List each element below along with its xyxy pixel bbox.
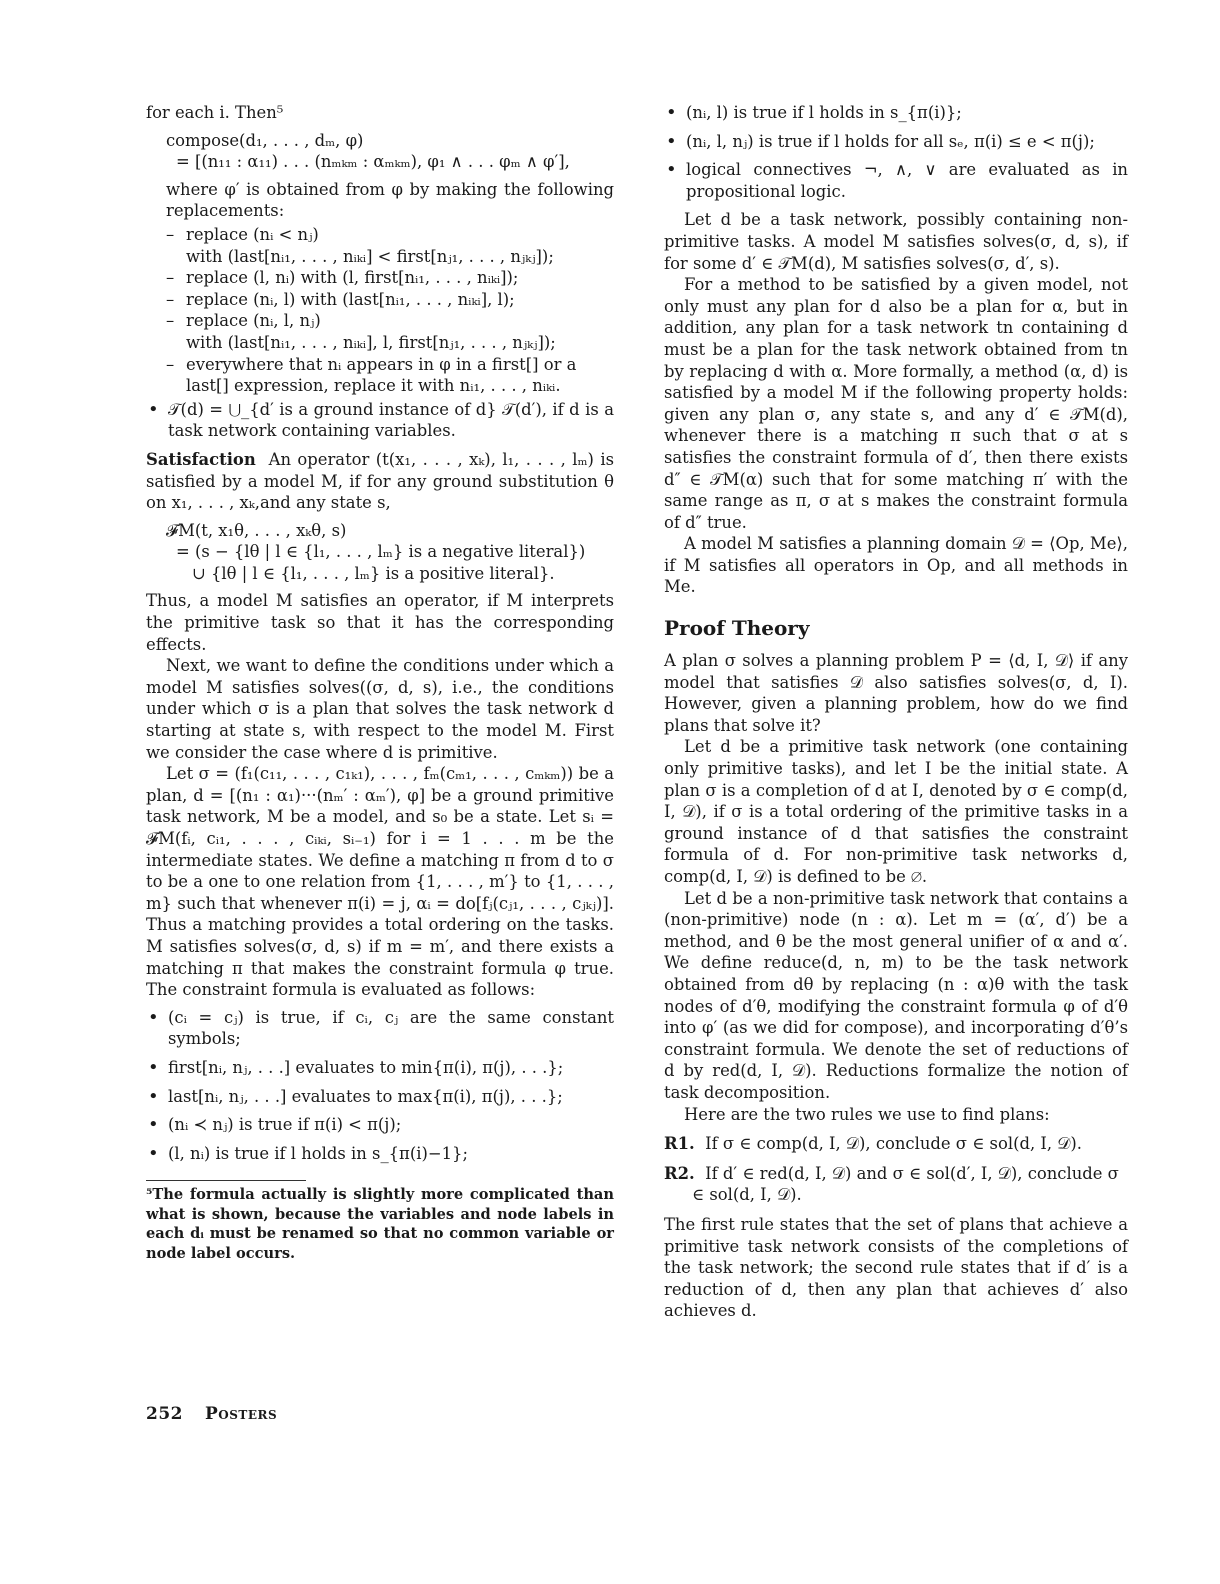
task-set-bullet <box>146 399 614 442</box>
bullet-item: • last[nᵢ, nⱼ, . . .] evaluates to max{π(i), π(j), . . .}; <box>146 1086 614 1108</box>
page-number: 252 <box>146 1404 183 1424</box>
replacement-text: replace (nᵢ < nⱼ) <box>186 224 319 244</box>
replacement-item <box>146 224 614 267</box>
rules-explanation: The first rule states that the set of plans that achieve a primitive task network consists of the completions of the task network; the second rule states that if d′ is a reduction of d, then any plan that achieves d′ also achieves d. <box>664 1214 1128 1321</box>
bullet-item: • logical connectives ¬, ∧, ∨ are evaluated as in propositional logic. <box>664 159 1128 202</box>
compose-equation <box>166 130 614 173</box>
replacement-list <box>146 224 614 397</box>
satisfaction-paragraph <box>146 449 614 514</box>
rule-text: If d′ ∈ red(d, I, 𝒟) and σ ∈ sol(d′, I, 𝒟), conclude σ ∈ sol(d, I, 𝒟). <box>692 1163 1119 1205</box>
let-paragraph: Let σ = (f₁(c₁₁, . . . , c₁ₖ₁), . . . , fₘ(cₘ₁, . . . , cₘₖₘ)) be a plan, d = [(n₁ : α₁)···(nₘ′ : αₘ′), φ] be a ground primitive task network, M be a model, and s₀ be a state. Let sᵢ = 𝓕M(fᵢ, cᵢ₁, . . . , cᵢₖᵢ, sᵢ₋₁) for i = 1 . . . m be the intermediate states. We define a matching π from d to σ to be a one to one relation from {1, . . . , m′} to {1, . . . , m} such that whenever π(i) = j, αᵢ = do[fⱼ(cⱼ₁, . . . , cⱼₖⱼ)]. Thus a matching provides a total ordering on the tasks. M satisfies solves(σ, d, s) if m = m′, and there exists a matching π that makes the constraint formula φ true. The constraint formula is evaluated as follows: <box>146 764 614 1000</box>
replacement-item: – replace (nᵢ, l) with (last[nᵢ₁, . . . , nᵢₖᵢ], l); <box>146 289 614 311</box>
rule-text: If σ ∈ comp(d, I, 𝒟), conclude σ ∈ sol(d, I, 𝒟). <box>705 1134 1082 1154</box>
where-text: where φ′ is obtained from φ by making the following replacements: <box>166 179 614 221</box>
footnote-divider <box>146 1180 306 1181</box>
rule-label: R1. <box>664 1134 695 1154</box>
reduction-paragraph: Let d be a non-primitive task network that contains a (non-primitive) node (n : α). Let m = (α′, d′) be a method, and θ be the most general unifier of α and α′. We define reduce(d, n, m) to be the task network obtained from dθ by replacing (n : α)θ with the task nodes of d′θ, modifying the constraint formula φ of d′θ into φ′ (as we did for compose), and incorporating d′θ’s constraint formula. We denote the set of reductions of d by red(d, I, 𝒟). Reductions formalize the notion of task decomposition. <box>664 888 1128 1102</box>
replacement-item: – replace (l, nᵢ) with (l, first[nᵢ₁, . . . , nᵢₖᵢ]); <box>146 267 614 289</box>
replacement-text: replace (nᵢ, l, nⱼ) <box>186 311 321 331</box>
footnote: ⁵The formula actually is slightly more complicated than what is shown, because the variables and node labels in each dᵢ must be renamed so that no common variable or node label occurs. <box>146 1186 614 1262</box>
domain-paragraph: A model M satisfies a planning domain 𝒟 = ⟨Op, Me⟩, if M satisfies all operators in Op, and all methods in Me. <box>664 534 1128 597</box>
fm-line-3: ∪ {lθ | l ∈ {l₁, . . . , lₘ} is a positive literal}. <box>192 563 555 583</box>
rules-intro: Here are the two rules we use to find plans: <box>684 1104 1050 1124</box>
bullet-item: • (nᵢ, l) is true if l holds in s_{π(i)}; <box>664 102 1128 124</box>
replacement-item <box>146 310 614 353</box>
left-column <box>146 102 614 1263</box>
satisfaction-heading: Satisfaction <box>146 449 256 469</box>
section-heading: Proof Theory <box>664 616 810 641</box>
next-paragraph: Next, we want to define the conditions under which a model M satisfies solves((σ, d, s), i.e., the conditions under which σ is a plan that solves the task network d starting at state s, with respect to the model M. First we consider the case where d is primitive. <box>146 656 614 762</box>
rule-r2 <box>664 1163 1128 1206</box>
satisfaction-text: An operator (t(x₁, . . . , xₖ), l₁, . . . , lₘ) is satisfied by a model M, if for any ground substitution θ on x₁, . . . , xₖ,and any state s, <box>146 449 614 513</box>
rule-label: R2. <box>664 1163 695 1183</box>
replacement-text: with (last[nᵢ₁, . . . , nᵢₖᵢ] < first[nⱼ₁, . . . , nⱼₖⱼ]); <box>186 246 554 266</box>
bullet-item: • (nᵢ ≺ nⱼ) is true if π(i) < π(j); <box>146 1114 614 1136</box>
replacement-text: with (last[nᵢ₁, . . . , nᵢₖᵢ], l, first[nⱼ₁, . . . , nⱼₖⱼ]); <box>186 332 556 352</box>
bullet-item: • 𝒯(d) = ⋃_{d′ is a ground instance of d} 𝒯(d′), if d is a task network containing variables. <box>146 399 614 442</box>
evaluation-list-continued <box>664 102 1128 202</box>
method-paragraph: For a method to be satisfied by a given model, not only must any plan for d also be a plan for α, but in addition, any plan for a task network tn containing d must be a plan for the task network obtained from tn by replacing d with α. More formally, a method (α, d) is satisfied by a model M if the following property holds: given any plan σ, any state s, and any d′ ∈ 𝒯M(d), whenever there is a matching π such that σ at s satisfies the constraint formula of d′, then there exists d″ ∈ 𝒯M(α) such that for some matching π′ with the same range as π, σ at s makes the constraint formula of d″ true. <box>664 275 1129 532</box>
bullet-item: • (nᵢ, l, nⱼ) is true if l holds for all sₑ, π(i) ≤ e < π(j); <box>664 131 1128 153</box>
thus-paragraph: Thus, a model M satisfies an operator, if M interprets the primitive task so that it has the corresponding effects. <box>146 591 614 654</box>
page-footer <box>146 1404 277 1424</box>
right-column <box>664 102 1128 1322</box>
network-paragraph: Let d be a task network, possibly containing non-primitive tasks. A model M satisfies solves(σ, d, s), if for some d′ ∈ 𝒯M(d), M satisfies solves(σ, d′, s). <box>664 210 1128 273</box>
replacement-item: – everywhere that nᵢ appears in φ in a first[] or a last[] expression, replace it with nᵢ₁, . . . , nᵢₖᵢ. <box>146 354 614 397</box>
intro-text: for each i. Then⁵ <box>146 103 284 122</box>
bullet-item: • (l, nᵢ) is true if l holds in s_{π(i)−1}; <box>146 1143 614 1165</box>
section-label: Posters <box>205 1404 278 1424</box>
fm-equation <box>166 520 614 585</box>
fm-line-1: 𝓕M(t, x₁θ, . . . , xₖθ, s) <box>166 520 347 540</box>
solves-paragraph: A plan σ solves a planning problem P = ⟨d, I, 𝒟⟩ if any model that satisfies 𝒟 also satisfies solves(σ, d, I). However, given a planning problem, how do we find plans that solve it? <box>664 651 1128 735</box>
fm-line-2: = (s − {lθ | l ∈ {l₁, . . . , lₘ} is a negative literal}) <box>176 542 586 562</box>
compose-line-2: = [(n₁₁ : α₁₁) . . . (nₘₖₘ : αₘₖₘ), φ₁ ∧ . . . φₘ ∧ φ′], <box>176 152 570 172</box>
compose-line-1: compose(d₁, . . . , dₘ, φ) <box>166 130 364 150</box>
bullet-item: • (cᵢ = cⱼ) is true, if cᵢ, cⱼ are the same constant symbols; <box>146 1007 614 1050</box>
bullet-item: • first[nᵢ, nⱼ, . . .] evaluates to min{π(i), π(j), . . .}; <box>146 1057 614 1079</box>
rule-r1 <box>664 1133 1128 1155</box>
completion-paragraph: Let d be a primitive task network (one containing only primitive tasks), and let I be the initial state. A plan σ is a completion of d at I, denoted by σ ∈ comp(d, I, 𝒟), if σ is a total ordering of the primitive tasks in a ground instance of d that satisfies the constraint formula of d. For non-primitive task networks d, comp(d, I, 𝒟) is defined to be ∅. <box>664 737 1128 886</box>
evaluation-list <box>146 1007 614 1165</box>
